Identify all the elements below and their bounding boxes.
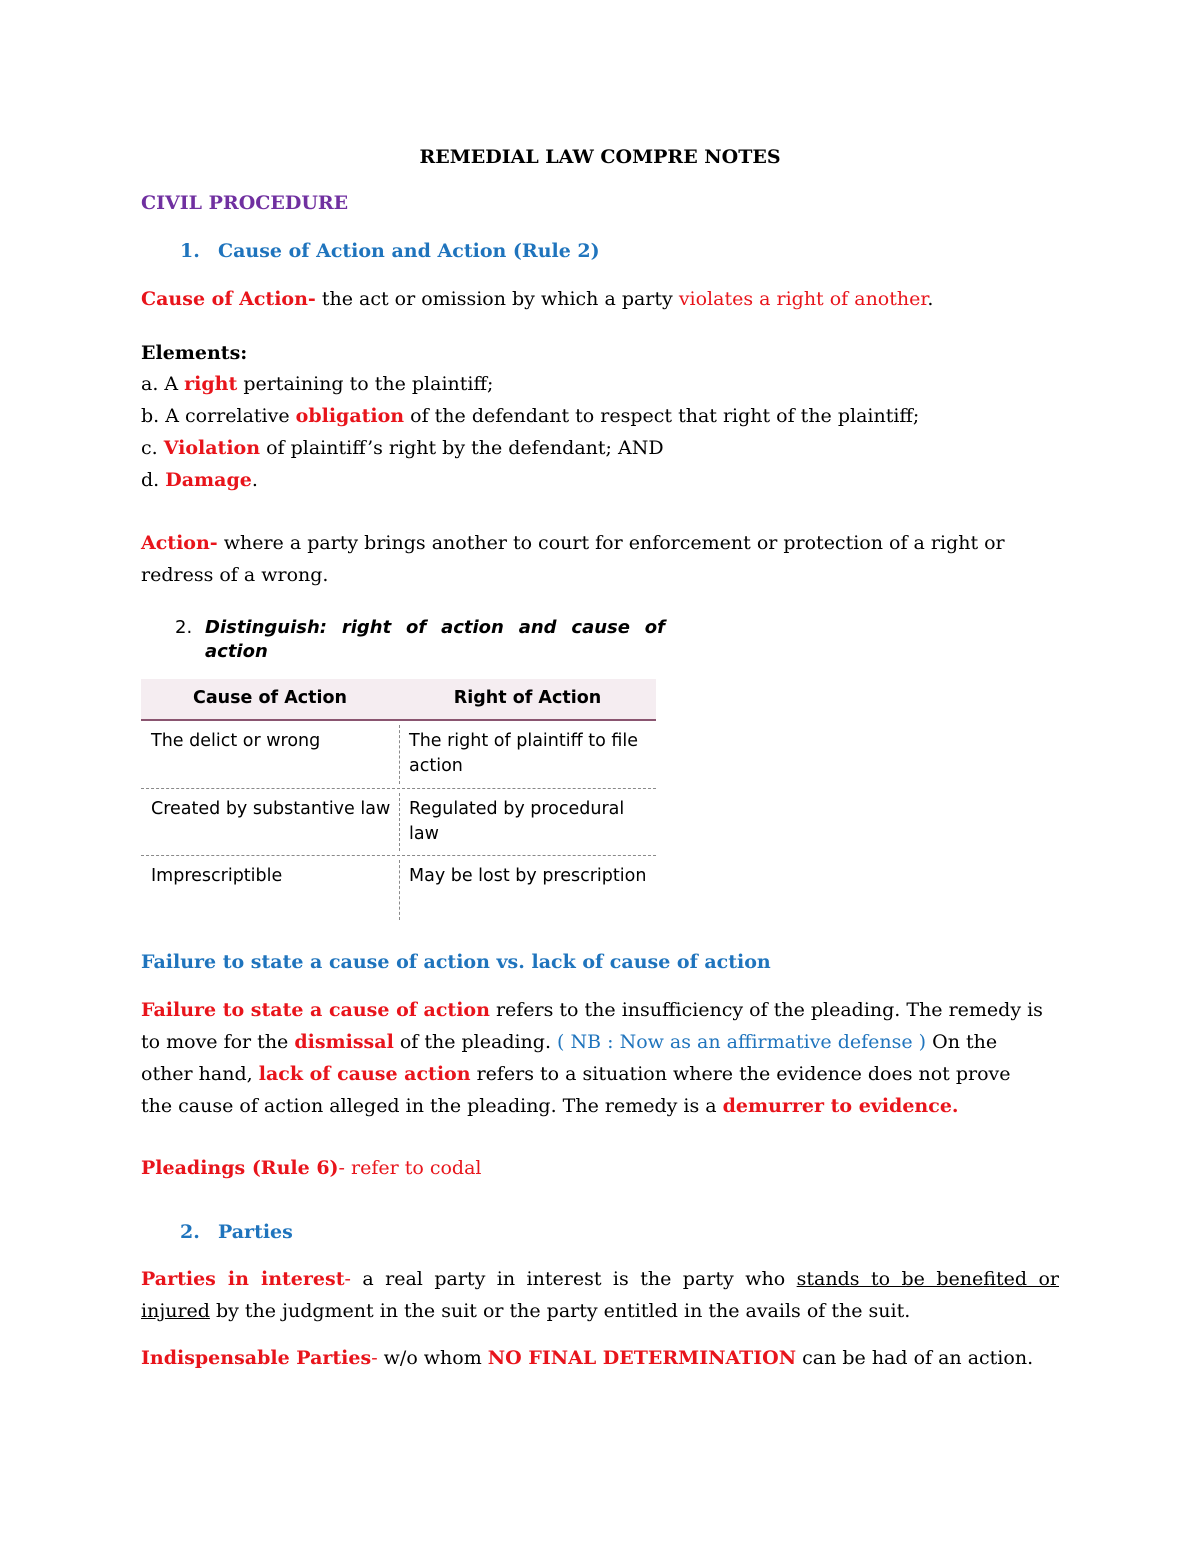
element-text: .: [251, 469, 258, 491]
underlined-text: injured: [141, 1300, 210, 1322]
action-definition-line-1: [141, 532, 1005, 554]
element-key: obligation: [295, 405, 405, 427]
element-prefix: a. A: [141, 373, 185, 395]
highlighted-term: demurrer to evidence.: [722, 1095, 959, 1117]
definition-text: the act or omission by which a party: [315, 288, 679, 310]
failure-vs-lack-heading: Failure to state a cause of action vs. lack of cause of action: [141, 951, 771, 973]
definition-text: by the judgment in the suit or the party entitled in the avails of the suit.: [209, 1300, 911, 1322]
paragraph-text: of the pleading.: [393, 1031, 558, 1053]
pleadings-line: [141, 1157, 482, 1179]
comparison-table: [141, 679, 656, 924]
paragraph-text: refers to the insufficiency of the pleading. The remedy is: [489, 999, 1043, 1021]
element-text: pertaining to the plaintiff;: [237, 373, 494, 395]
element-text: of the defendant to respect that right of the plaintiff;: [404, 405, 920, 427]
distinguish-text: Distinguish: right of action and cause of action: [205, 617, 665, 662]
element-item-b: [141, 405, 919, 427]
table-cell: May be lost by prescription: [409, 866, 647, 886]
table-row: [141, 856, 656, 924]
definition-text: a real party in interest is the party who: [350, 1268, 797, 1290]
definition-emphasis: violates a right of another: [678, 288, 928, 310]
column-divider: [399, 793, 400, 851]
topic-title: Cause of Action and Action (Rule 2): [217, 240, 600, 262]
definition-term: Cause of Action-: [141, 288, 316, 310]
definition-text: w/o whom: [377, 1347, 488, 1369]
highlighted-term: lack of cause action: [258, 1063, 471, 1085]
paragraph-text: other hand,: [141, 1063, 259, 1085]
element-item-c: [141, 437, 664, 459]
action-definition-line-2: redress of a wrong.: [141, 564, 329, 586]
column-divider: [399, 860, 400, 920]
definition-term: Pleadings (Rule 6): [141, 1157, 339, 1179]
elements-label: Elements:: [141, 342, 248, 364]
table-header-row: [141, 679, 656, 721]
topic-heading-parties: [180, 1221, 293, 1243]
topic-heading-cause-of-action: [180, 240, 600, 262]
topic-number: 1.: [180, 240, 200, 262]
definition-term: Indispensable Parties: [141, 1347, 372, 1369]
element-prefix: c.: [141, 437, 164, 459]
definition-dash: -: [371, 1347, 378, 1369]
parties-in-interest-line-2: [141, 1300, 910, 1322]
table-row: [141, 789, 656, 856]
topic-number: 2.: [180, 1221, 200, 1243]
paragraph-text: the cause of action alleged in the pleading. The remedy is a: [141, 1095, 723, 1117]
failure-paragraph-line-1: [141, 999, 1059, 1021]
highlighted-term: Failure to state a cause of action: [141, 999, 490, 1021]
underlined-text: stands to be benefited or: [796, 1268, 1059, 1290]
table-header-right-of-action: Right of Action: [453, 688, 602, 708]
table-cell: Regulated by procedural law: [409, 799, 625, 844]
parties-in-interest-line-1: [141, 1268, 1059, 1290]
highlighted-term: dismissal: [294, 1031, 394, 1053]
table-cell: The delict or wrong: [151, 731, 321, 751]
element-prefix: b. A correlative: [141, 405, 296, 427]
failure-paragraph-line-2: [141, 1031, 1059, 1053]
definition-text: where a party brings another to court for enforcement or protection of a right or: [217, 532, 1005, 554]
table-header-cause-of-action: Cause of Action: [193, 688, 347, 708]
definition-text: - refer to codal: [338, 1157, 482, 1179]
definition-term: Action-: [141, 532, 218, 554]
paragraph-text: On the: [926, 1031, 998, 1053]
table-cell: Imprescriptible: [151, 866, 283, 886]
table-cell: Created by substantive law: [151, 799, 391, 819]
cause-of-action-definition: [141, 288, 933, 310]
paragraph-text: to move for the: [141, 1031, 295, 1053]
definition-term: Parties in interest: [141, 1268, 345, 1290]
nb-note: ( NB : Now as an affirmative defense ): [557, 1031, 927, 1053]
indispensable-parties-line: [141, 1347, 1033, 1369]
element-prefix: d.: [141, 469, 166, 491]
column-divider: [399, 725, 400, 784]
definition-end: .: [927, 288, 934, 310]
table-row: [141, 721, 656, 789]
element-key: right: [184, 373, 238, 395]
definition-dash: -: [344, 1268, 351, 1290]
topic-title: Parties: [217, 1221, 293, 1243]
highlighted-term: NO FINAL DETERMINATION: [487, 1347, 797, 1369]
paragraph-text: refers to a situation where the evidence does not prove: [470, 1063, 1011, 1085]
element-item-d: [141, 469, 258, 491]
distinguish-number: 2.: [175, 617, 193, 638]
document-title: REMEDIAL LAW COMPRE NOTES: [419, 146, 781, 168]
failure-paragraph-line-4: [141, 1095, 1059, 1117]
element-text: of plaintiff’s right by the defendant; AND: [260, 437, 664, 459]
failure-paragraph-line-3: [141, 1063, 1059, 1085]
element-key: Damage: [165, 469, 252, 491]
table-cell: The right of plaintiff to file action: [409, 731, 638, 776]
element-item-a: [141, 373, 493, 395]
definition-text: can be had of an action.: [796, 1347, 1034, 1369]
element-key: Violation: [163, 437, 261, 459]
section-heading-civil-procedure: CIVIL PROCEDURE: [141, 192, 349, 214]
